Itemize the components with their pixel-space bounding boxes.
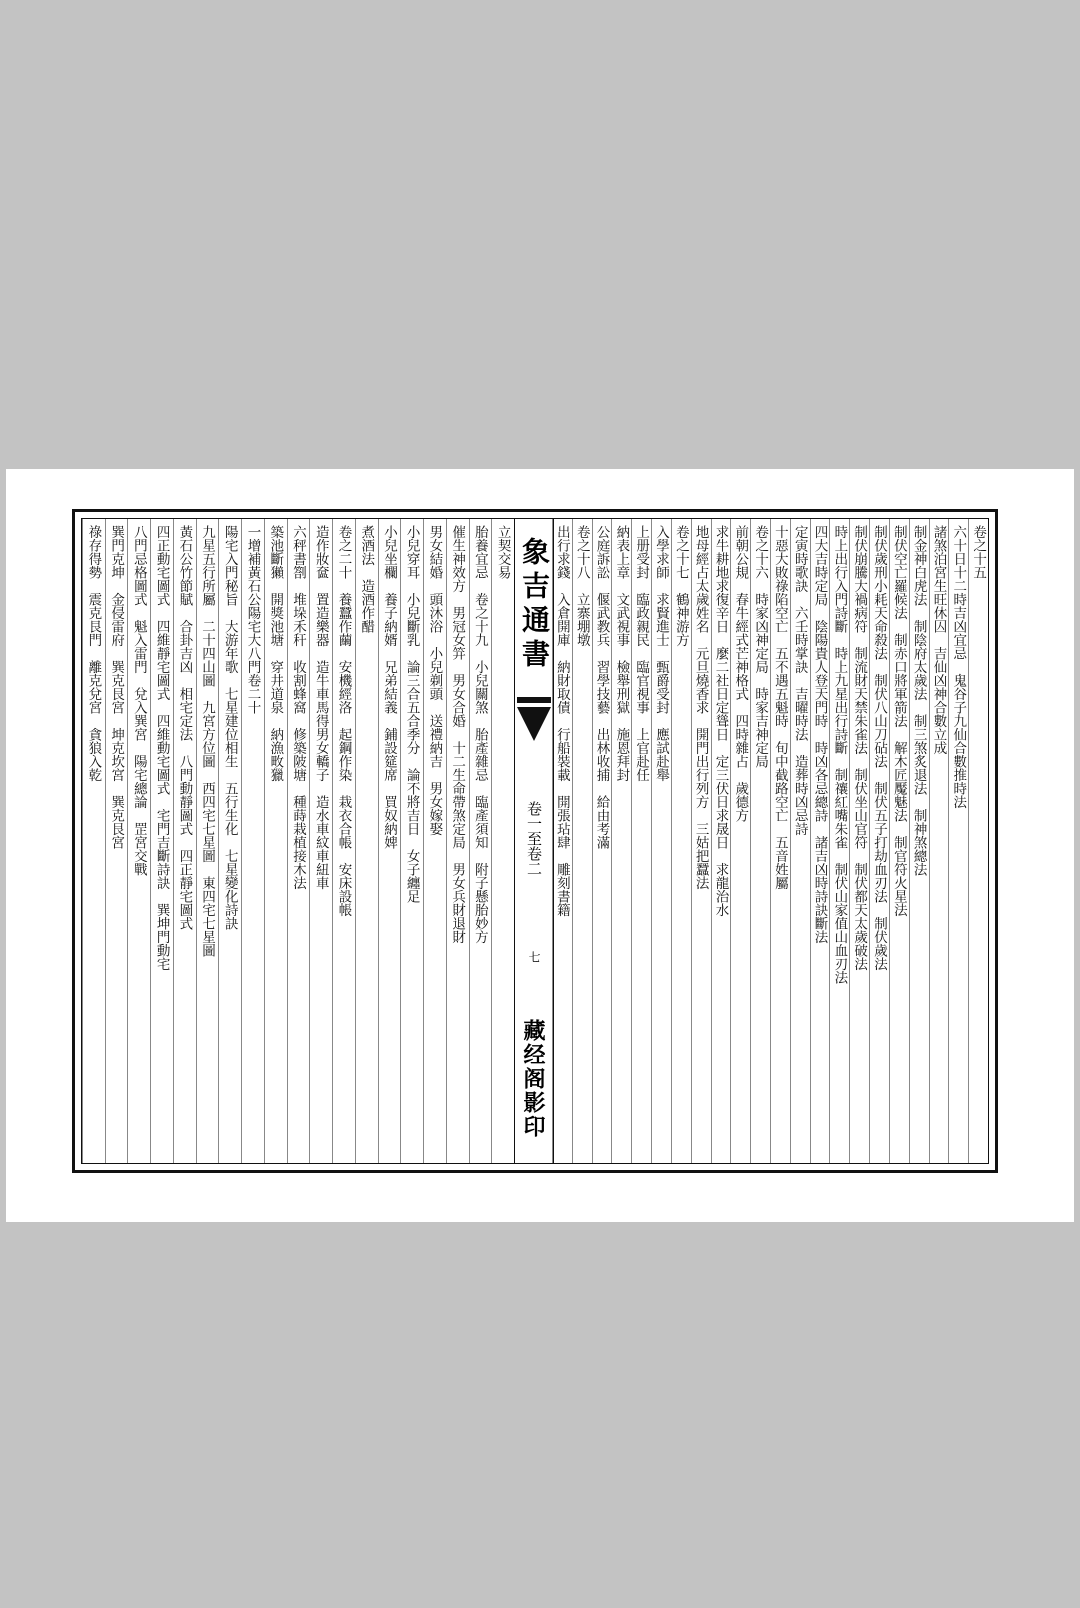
toc-entry: 鶴神游方 bbox=[672, 592, 689, 647]
text-column bbox=[152, 525, 172, 1157]
page-number: 七 bbox=[527, 951, 541, 963]
toc-entry: 七星建位相生 bbox=[221, 687, 238, 768]
column-rule bbox=[671, 519, 672, 1163]
toc-entry: 催生神效方 bbox=[449, 525, 466, 593]
column-rule bbox=[400, 519, 401, 1163]
toc-entry: 養子納婿 bbox=[380, 592, 397, 647]
text-column bbox=[750, 525, 770, 1157]
toc-entry: 四時雜占 bbox=[732, 714, 749, 768]
column-rule bbox=[287, 519, 288, 1163]
toc-entry: 立契交易 bbox=[494, 525, 511, 579]
toc-entry: 四正動宅圖式 bbox=[153, 525, 170, 606]
text-column bbox=[928, 525, 948, 1157]
column-rule bbox=[651, 519, 652, 1163]
toc-entry: 制伏歲法 bbox=[871, 916, 887, 971]
toc-entry: 甄爵受封 bbox=[653, 660, 669, 714]
toc-entry: 相宅定法 bbox=[176, 687, 193, 741]
column-rule bbox=[829, 519, 830, 1163]
toc-entry: 祿存得勢 bbox=[85, 525, 102, 579]
column-rule bbox=[909, 519, 910, 1163]
toc-entry: 罡宮交戰 bbox=[130, 822, 147, 876]
text-column bbox=[356, 525, 376, 1157]
toc-entry: 築池斷獺 bbox=[267, 525, 284, 579]
text-column bbox=[869, 525, 889, 1157]
toc-entry: 檢舉刑獄 bbox=[613, 660, 630, 714]
toc-entry: 偃武教兵 bbox=[593, 592, 610, 647]
column-rule bbox=[491, 519, 492, 1163]
text-column bbox=[909, 525, 929, 1157]
text-column bbox=[197, 525, 217, 1157]
toc-entry: 一增補黃石公陽宅大八門卷二十 bbox=[244, 525, 261, 714]
text-column bbox=[493, 525, 513, 1157]
toc-entry: 小兒坐欄 bbox=[380, 525, 397, 579]
toc-entry: 震克艮門 bbox=[85, 592, 102, 647]
toc-entry: 買奴納婢 bbox=[380, 795, 397, 849]
chapter-heading: 卷之十八 bbox=[573, 525, 590, 579]
column-rule bbox=[929, 519, 930, 1163]
toc-entry: 六十日十二時吉凶宜忌 bbox=[950, 525, 967, 660]
toc-entry: 養蠶作繭 bbox=[335, 592, 352, 647]
toc-entry: 栽衣合帳 bbox=[335, 795, 352, 849]
toc-entry: 定三伏日求晟日 bbox=[712, 754, 729, 849]
toc-entry: 臨產須知 bbox=[471, 795, 488, 849]
toc-entry: 制伏都天太歲破法 bbox=[851, 862, 868, 971]
fish-tail-mark bbox=[517, 707, 551, 741]
toc-entry: 陰陽貴人登天門時 bbox=[811, 619, 828, 728]
column-rule bbox=[241, 519, 242, 1163]
toc-entry: 種蒔栽植接木法 bbox=[290, 795, 306, 890]
toc-entry: 制三煞炙退法 bbox=[910, 714, 927, 795]
toc-entry: 胎養宜忌 bbox=[471, 525, 488, 579]
text-column bbox=[611, 525, 631, 1157]
toc-entry: 兌入巽宮 bbox=[130, 687, 147, 741]
toc-entry: 求賢進士 bbox=[653, 592, 669, 647]
toc-entry: 修築陂塘 bbox=[290, 727, 306, 782]
toc-entry: 女子纏足 bbox=[403, 849, 420, 903]
toc-entry: 求牛耕地求復辛日 bbox=[712, 525, 729, 633]
chapter-heading: 卷之十七 bbox=[672, 525, 689, 579]
toc-entry: 旬中截路空亡 bbox=[771, 741, 788, 822]
toc-entry: 施恩拜封 bbox=[613, 727, 630, 782]
text-column bbox=[311, 525, 331, 1157]
toc-entry: 置造樂器 bbox=[312, 592, 329, 647]
column-rule bbox=[105, 519, 106, 1163]
column-rule bbox=[173, 519, 174, 1163]
toc-entry: 頭沐浴 bbox=[426, 592, 443, 633]
toc-entry: 大游年歌 bbox=[221, 619, 238, 674]
right-page-contents bbox=[552, 519, 988, 1163]
toc-entry: 論三合五合季分 bbox=[403, 660, 420, 755]
toc-entry: 求龍治水 bbox=[712, 862, 729, 917]
toc-entry: 出行求錢 bbox=[553, 525, 570, 579]
toc-entry: 送禮納吉 bbox=[426, 714, 443, 768]
toc-entry: 起鋼作染 bbox=[335, 727, 352, 782]
text-column bbox=[174, 525, 194, 1157]
toc-entry: 制禳紅嘴朱雀 bbox=[831, 768, 848, 849]
text-column bbox=[710, 525, 730, 1157]
column-rule bbox=[218, 519, 219, 1163]
toc-entry: 諸吉凶時詩訣斷法 bbox=[811, 835, 828, 944]
toc-entry: 西四宅七星圖 bbox=[199, 781, 216, 863]
left-page-contents bbox=[82, 519, 514, 1163]
toc-entry: 十惡大敗祿陷空亡 bbox=[771, 525, 788, 633]
column-rule bbox=[730, 519, 731, 1163]
toc-entry: 制神煞總法 bbox=[910, 808, 927, 876]
book-title: 象吉通書 bbox=[518, 537, 551, 673]
text-column bbox=[288, 525, 308, 1157]
toc-entry: 男女兵財退財 bbox=[449, 862, 466, 944]
text-column bbox=[265, 525, 285, 1157]
toc-entry: 安機經洛 bbox=[335, 660, 352, 714]
toc-entry: 胎產雜忌 bbox=[471, 727, 488, 782]
toc-entry: 鬼谷子九仙合數推時法 bbox=[950, 673, 967, 809]
column-rule bbox=[592, 519, 593, 1163]
toc-entry: 開獎池塘 bbox=[267, 592, 284, 647]
toc-entry: 前朝公規 bbox=[732, 525, 749, 579]
column-rule bbox=[355, 519, 356, 1163]
text-column bbox=[552, 525, 572, 1157]
spine-bar bbox=[517, 697, 551, 703]
column-rule bbox=[869, 519, 870, 1163]
toc-entry: 時上出行入門詩斷 bbox=[831, 525, 848, 633]
text-column bbox=[968, 525, 988, 1157]
toc-entry: 兄弟結義 bbox=[380, 660, 397, 714]
toc-entry: 雕刻書籍 bbox=[553, 862, 570, 917]
column-rule bbox=[691, 519, 692, 1163]
toc-entry: 宅門吉斷詩訣 bbox=[153, 808, 170, 890]
chapter-heading: 卷之十六 bbox=[752, 525, 769, 579]
column-rule bbox=[790, 519, 791, 1163]
text-column bbox=[770, 525, 790, 1157]
toc-entry: 四維動宅圖式 bbox=[153, 714, 170, 795]
toc-entry: 六壬時掌訣 bbox=[791, 606, 808, 674]
toc-entry: 九宮方位圖 bbox=[199, 700, 216, 768]
toc-entry: 鋪設筵席 bbox=[380, 727, 397, 782]
toc-entry: 習學技藝 bbox=[593, 660, 610, 714]
publisher-label: 藏经阁影印 bbox=[520, 1019, 546, 1139]
toc-entry: 臨官視事 bbox=[633, 660, 650, 714]
column-rule bbox=[469, 519, 470, 1163]
toc-entry: 金侵雷府 bbox=[108, 592, 125, 647]
spine bbox=[514, 519, 554, 1163]
toc-entry: 入倉開庫 bbox=[553, 592, 570, 647]
column-rule bbox=[82, 519, 83, 1163]
toc-entry: 行船裝載 bbox=[553, 727, 570, 782]
chapter-heading: 卷之十九 bbox=[471, 592, 488, 647]
toc-entry: 附子懸胎妙方 bbox=[471, 862, 488, 944]
column-rule bbox=[127, 519, 128, 1163]
toc-entry: 十二生命帶煞定局 bbox=[449, 741, 466, 849]
column-rule bbox=[423, 519, 424, 1163]
toc-entry: 時家吉神定局 bbox=[752, 687, 769, 768]
toc-entry: 巽克艮宮 bbox=[108, 660, 125, 714]
text-column bbox=[948, 525, 968, 1157]
toc-entry: 收割蜂窩 bbox=[290, 660, 306, 714]
text-column bbox=[83, 525, 103, 1157]
toc-entry: 開張玷肆 bbox=[553, 795, 570, 849]
toc-entry: 小兒穿耳 bbox=[403, 525, 420, 579]
toc-entry: 五不遇五魁時 bbox=[771, 646, 788, 728]
toc-entry: 春牛經式芒神格式 bbox=[732, 592, 749, 701]
toc-entry: 歲德方 bbox=[732, 781, 749, 822]
toc-entry: 七星變化詩訣 bbox=[221, 849, 238, 930]
toc-entry: 時家凶神定局 bbox=[752, 592, 769, 674]
toc-entry: 諸煞泊宮生旺休囚 bbox=[930, 525, 947, 633]
toc-entry: 造酒作醋 bbox=[358, 579, 375, 633]
toc-entry: 男冠女笄 bbox=[449, 606, 466, 660]
toc-entry: 男女嫁娶 bbox=[426, 781, 443, 836]
toc-entry: 制金神白虎法 bbox=[910, 525, 927, 606]
toc-entry: 煮酒法 bbox=[358, 525, 375, 566]
text-column bbox=[424, 525, 444, 1157]
toc-entry: 元旦燒香求 bbox=[692, 646, 709, 714]
column-rule bbox=[309, 519, 310, 1163]
column-rule bbox=[264, 519, 265, 1163]
toc-entry: 堆垛禾秆 bbox=[290, 592, 306, 647]
toc-entry: 男女結婚 bbox=[426, 525, 443, 579]
toc-entry: 五音姓屬 bbox=[771, 835, 788, 890]
toc-entry: 貪狼入乾 bbox=[85, 727, 102, 782]
toc-entry: 小兒剃頭 bbox=[426, 646, 443, 701]
toc-entry: 巽克艮宮 bbox=[108, 795, 125, 849]
text-column bbox=[651, 525, 671, 1157]
text-column bbox=[572, 525, 592, 1157]
toc-entry: 入學求師 bbox=[653, 525, 669, 579]
toc-entry: 立寨堋墩 bbox=[573, 592, 590, 647]
toc-entry: 制伏五子打劫血刃法 bbox=[871, 781, 887, 903]
toc-entry: 上官赴任 bbox=[633, 727, 650, 782]
text-column bbox=[447, 525, 467, 1157]
toc-entry: 定寅時歌訣 bbox=[791, 525, 808, 593]
toc-entry: 二十四山圖 bbox=[199, 619, 216, 687]
toc-entry: 小兒關煞 bbox=[471, 660, 488, 714]
text-column bbox=[592, 525, 612, 1157]
toc-entry: 制陰府太歲法 bbox=[910, 619, 927, 701]
toc-entry: 給由考滿 bbox=[593, 795, 610, 849]
text-column bbox=[220, 525, 240, 1157]
toc-entry: 九星五行所屬 bbox=[199, 525, 216, 606]
toc-entry: 魁入雷門 bbox=[130, 619, 147, 674]
toc-entry: 制伏坐山官符 bbox=[851, 768, 868, 849]
toc-entry: 陽宅總論 bbox=[130, 754, 147, 809]
toc-entry: 造牛車馬得男女轎子 bbox=[312, 660, 329, 782]
toc-entry: 臨政親民 bbox=[633, 592, 650, 647]
book-frame bbox=[81, 518, 989, 1164]
toc-entry: 八門忌格圖式 bbox=[130, 525, 147, 606]
toc-entry: 八門動靜圖式 bbox=[176, 754, 193, 836]
text-column bbox=[849, 525, 869, 1157]
column-rule bbox=[150, 519, 151, 1163]
toc-entry: 納表上章 bbox=[613, 525, 630, 579]
text-column bbox=[730, 525, 750, 1157]
toc-entry: 小兒斷乳 bbox=[403, 592, 420, 647]
text-column bbox=[402, 525, 422, 1157]
toc-entry: 制伏空亡羅候法 bbox=[890, 525, 907, 620]
toc-entry: 四正靜宅圖式 bbox=[176, 849, 193, 930]
toc-entry: 制流財天禁朱雀法 bbox=[851, 646, 868, 755]
text-column bbox=[829, 525, 849, 1157]
toc-entry: 開門出行列方 bbox=[692, 727, 709, 809]
toc-entry: 上册受封 bbox=[633, 525, 650, 579]
chapter-heading: 卷之十五 bbox=[970, 525, 987, 579]
column-rule bbox=[631, 519, 632, 1163]
text-column bbox=[106, 525, 126, 1157]
toc-entry: 陽宅入門秘旨 bbox=[221, 525, 238, 606]
toc-entry: 巽門克坤 bbox=[108, 525, 125, 579]
column-rule bbox=[611, 519, 612, 1163]
toc-entry: 合卦吉凶 bbox=[176, 619, 193, 674]
toc-entry: 地母經占太歲姓名 bbox=[692, 525, 709, 633]
text-column bbox=[243, 525, 263, 1157]
toc-entry: 黃石公竹節賦 bbox=[176, 525, 193, 606]
toc-entry: 三姑把蠶法 bbox=[692, 822, 709, 890]
toc-entry: 穿井道泉 bbox=[267, 660, 284, 714]
toc-entry: 制官符火星法 bbox=[890, 835, 907, 917]
text-column bbox=[129, 525, 149, 1157]
text-column bbox=[631, 525, 651, 1157]
toc-entry: 六秤書劄 bbox=[290, 525, 306, 579]
toc-entry: 制伏八山刀砧法 bbox=[871, 673, 887, 768]
toc-entry: 五行生化 bbox=[221, 781, 238, 836]
toc-entry: 造葬時凶忌詩 bbox=[791, 754, 808, 836]
toc-entry: 制赤口將軍箭法 bbox=[890, 633, 907, 728]
toc-entry: 制伏歲刑小耗天命殺法 bbox=[871, 525, 887, 660]
toc-entry: 納財取債 bbox=[553, 660, 570, 714]
chapter-heading: 卷之二十 bbox=[335, 525, 352, 579]
toc-entry: 安床設帳 bbox=[335, 862, 352, 917]
toc-entry: 公庭訴訟 bbox=[593, 525, 610, 579]
book-spread bbox=[72, 509, 998, 1173]
toc-entry: 四大吉時定局 bbox=[811, 525, 828, 606]
column-rule bbox=[849, 519, 850, 1163]
toc-entry: 應試赴舉 bbox=[653, 727, 669, 782]
toc-entry: 造水車紋車紐車 bbox=[312, 795, 329, 890]
toc-entry: 制伏崩騰大禍病符 bbox=[851, 525, 868, 633]
toc-entry: 東四宅七星圖 bbox=[199, 876, 216, 957]
toc-entry: 吉仙凶神合數立成 bbox=[930, 646, 947, 755]
text-column bbox=[470, 525, 490, 1157]
text-column bbox=[379, 525, 399, 1157]
volume-label: 卷一至卷二 bbox=[525, 801, 543, 876]
column-rule bbox=[750, 519, 751, 1163]
column-rule bbox=[332, 519, 333, 1163]
scan-sheet bbox=[6, 469, 1074, 1222]
text-column bbox=[691, 525, 711, 1157]
column-rule bbox=[968, 519, 969, 1163]
toc-entry: 吉曜時法 bbox=[791, 687, 808, 741]
toc-entry: 時上九星出行詩斷 bbox=[831, 646, 848, 755]
column-rule bbox=[948, 519, 949, 1163]
toc-entry: 四維靜宅圖式 bbox=[153, 619, 170, 701]
toc-entry: 解木匠魘魅法 bbox=[890, 741, 907, 822]
toc-entry: 坤克坎宮 bbox=[108, 727, 125, 782]
toc-entry: 制伏山家值山血刃法 bbox=[831, 862, 848, 984]
toc-entry: 出林收捕 bbox=[593, 727, 610, 782]
text-column bbox=[333, 525, 353, 1157]
text-column bbox=[671, 525, 691, 1157]
column-rule bbox=[889, 519, 890, 1163]
toc-entry: 巽坤門動宅 bbox=[153, 903, 170, 971]
text-column bbox=[790, 525, 810, 1157]
toc-entry: 時凶各忌總詩 bbox=[811, 741, 828, 822]
column-rule bbox=[446, 519, 447, 1163]
toc-entry: 納漁畋獵 bbox=[267, 727, 284, 782]
toc-entry: 離克兌宮 bbox=[85, 660, 102, 714]
column-rule bbox=[770, 519, 771, 1163]
column-rule bbox=[810, 519, 811, 1163]
column-rule bbox=[572, 519, 573, 1163]
toc-entry: 麼二社日定聳日 bbox=[712, 646, 729, 741]
toc-entry: 男女合婚 bbox=[449, 673, 466, 728]
column-rule bbox=[196, 519, 197, 1163]
toc-entry: 論不將吉日 bbox=[403, 768, 420, 836]
toc-entry: 造作妝奩 bbox=[312, 525, 329, 579]
column-rule bbox=[378, 519, 379, 1163]
text-column bbox=[810, 525, 830, 1157]
text-column bbox=[889, 525, 909, 1157]
toc-entry: 文武視事 bbox=[613, 592, 630, 647]
column-rule bbox=[711, 519, 712, 1163]
